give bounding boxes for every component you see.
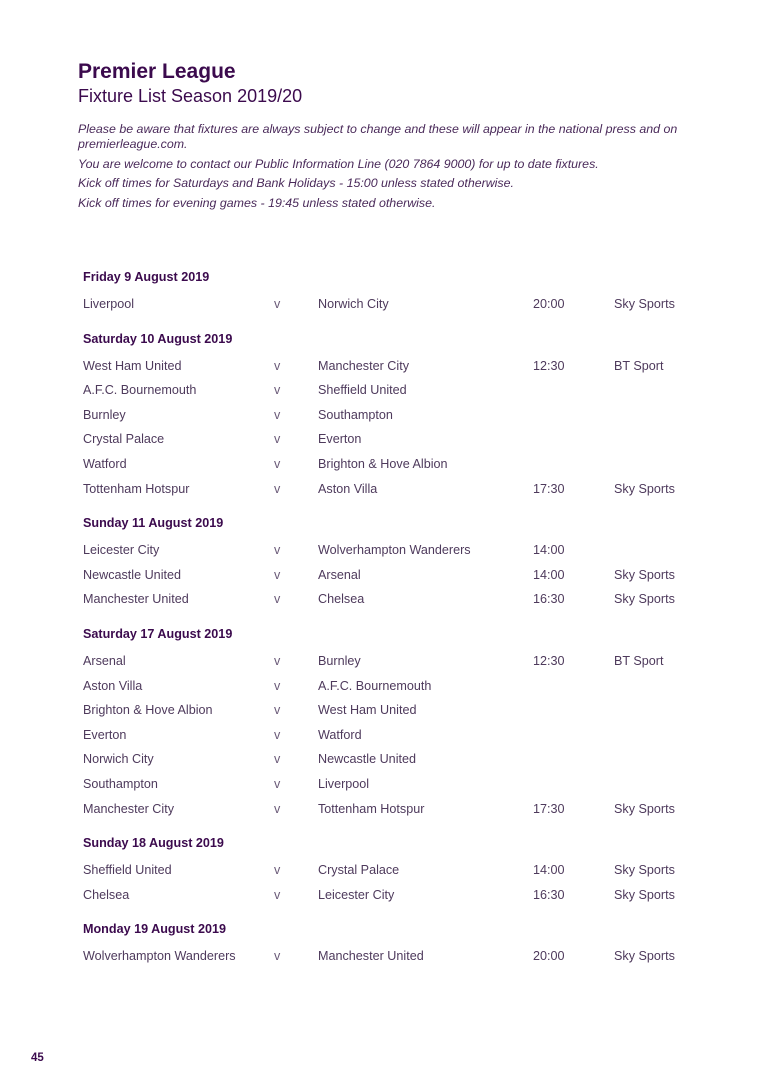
fixture-row xyxy=(83,649,703,674)
broadcaster: Sky Sports xyxy=(614,481,675,496)
fixture-row xyxy=(83,452,703,477)
kickoff-time: 12:30 xyxy=(533,653,565,668)
home-team: Watford xyxy=(83,456,127,471)
note-text: Kick off times for Saturdays and Bank Holidays - 15:00 unless stated otherwise. xyxy=(78,176,514,190)
versus-label: v xyxy=(274,432,281,447)
kickoff-time: 17:30 xyxy=(533,801,565,816)
fixture-list xyxy=(83,267,703,981)
away-team: Liverpool xyxy=(318,776,370,791)
fixture-row xyxy=(83,797,703,822)
broadcaster: Sky Sports xyxy=(614,592,675,607)
fixture-date-group xyxy=(83,267,703,317)
versus-label: v xyxy=(274,358,281,373)
broadcaster: Sky Sports xyxy=(614,801,675,816)
versus-label: v xyxy=(274,592,281,607)
fixture-row xyxy=(83,883,703,908)
versus-label: v xyxy=(274,653,281,668)
kickoff-time: 14:00 xyxy=(533,567,565,582)
fixture-row xyxy=(83,674,703,699)
kickoff-time: 20:00 xyxy=(533,949,565,964)
broadcaster: Sky Sports xyxy=(614,567,675,582)
versus-label: v xyxy=(274,481,281,496)
kickoff-time: 16:30 xyxy=(533,887,565,902)
fixture-row xyxy=(83,944,703,969)
fixture-date-group xyxy=(83,624,703,821)
fixture-row xyxy=(83,698,703,723)
home-team: Sheffield United xyxy=(83,863,172,878)
versus-label: v xyxy=(274,776,281,791)
fixture-date-heading: Friday 9 August 2019 xyxy=(83,270,210,284)
home-team: West Ham United xyxy=(83,358,182,373)
away-team: A.F.C. Bournemouth xyxy=(318,678,432,693)
fixture-row xyxy=(83,403,703,428)
home-team: Brighton & Hove Albion xyxy=(83,703,213,718)
broadcaster: Sky Sports xyxy=(614,887,675,902)
fixture-row xyxy=(83,477,703,502)
versus-label: v xyxy=(274,567,281,582)
home-team: Liverpool xyxy=(83,297,135,311)
kickoff-time: 16:30 xyxy=(533,592,565,607)
fixture-row xyxy=(83,378,703,403)
away-team: Manchester City xyxy=(318,358,409,373)
fixture-row xyxy=(83,538,703,563)
versus-label: v xyxy=(274,456,281,471)
page-number: 45 xyxy=(31,1052,44,1064)
fixture-date-group xyxy=(83,919,703,969)
kickoff-time: 14:00 xyxy=(533,863,565,878)
broadcaster: BT Sport xyxy=(614,653,664,668)
home-team: Crystal Palace xyxy=(83,432,165,447)
home-team: A.F.C. Bournemouth xyxy=(83,383,197,398)
versus-label: v xyxy=(274,949,281,964)
versus-label: v xyxy=(274,887,281,902)
home-team: Manchester City xyxy=(83,801,174,816)
away-team: Brighton & Hove Albion xyxy=(318,456,448,471)
away-team: West Ham United xyxy=(318,703,417,718)
away-team: Leicester City xyxy=(318,887,395,902)
away-team: Norwich City xyxy=(318,297,389,311)
fixture-row xyxy=(83,354,703,379)
home-team: Tottenham Hotspur xyxy=(83,481,190,496)
versus-label: v xyxy=(274,543,281,558)
home-team: Wolverhampton Wanderers xyxy=(83,949,236,964)
fixture-row xyxy=(83,292,703,317)
note-text: Kick off times for evening games - 19:45 unless stated otherwise. xyxy=(78,195,436,210)
versus-label: v xyxy=(274,703,281,718)
fixture-date-heading: Saturday 17 August 2019 xyxy=(83,626,233,641)
fixture-row xyxy=(83,772,703,797)
versus-label: v xyxy=(274,297,281,311)
broadcaster: Sky Sports xyxy=(614,863,675,878)
home-team: Manchester United xyxy=(83,592,189,607)
away-team: Watford xyxy=(318,727,362,742)
away-team: Burnley xyxy=(318,653,361,668)
fixture-date-heading: Saturday 10 August 2019 xyxy=(83,331,233,346)
versus-label: v xyxy=(274,727,281,742)
home-team: Leicester City xyxy=(83,543,160,558)
kickoff-time: 12:30 xyxy=(533,358,565,373)
kickoff-time: 20:00 xyxy=(533,297,565,311)
away-team: Southampton xyxy=(318,407,393,422)
fixture-date-group xyxy=(83,329,703,502)
versus-label: v xyxy=(274,383,281,398)
fixture-date-group xyxy=(83,513,703,612)
versus-label: v xyxy=(274,407,281,422)
fixture-date-heading: Sunday 11 August 2019 xyxy=(83,516,224,531)
away-team: Aston Villa xyxy=(318,481,378,496)
versus-label: v xyxy=(274,863,281,878)
home-team: Chelsea xyxy=(83,887,130,902)
away-team: Arsenal xyxy=(318,567,361,582)
fixture-row xyxy=(83,563,703,588)
home-team: Aston Villa xyxy=(83,678,143,693)
kickoff-time: 17:30 xyxy=(533,481,565,496)
fixture-row xyxy=(83,747,703,772)
home-team: Southampton xyxy=(83,776,158,791)
home-team: Everton xyxy=(83,727,127,742)
away-team: Wolverhampton Wanderers xyxy=(318,543,471,558)
note-text: Please be aware that fixtures are always subject to change and these will appear in the national press and on premierleague.com. xyxy=(78,122,678,151)
broadcaster: Sky Sports xyxy=(614,949,675,964)
home-team: Arsenal xyxy=(83,653,126,668)
versus-label: v xyxy=(274,752,281,767)
away-team: Manchester United xyxy=(318,949,424,964)
broadcaster: BT Sport xyxy=(614,358,664,373)
away-team: Crystal Palace xyxy=(318,863,400,878)
fixture-row xyxy=(83,723,703,748)
versus-label: v xyxy=(274,678,281,693)
home-team: Norwich City xyxy=(83,752,154,767)
away-team: Newcastle United xyxy=(318,752,416,767)
away-team: Chelsea xyxy=(318,592,365,607)
fixture-row xyxy=(83,858,703,883)
home-team: Newcastle United xyxy=(83,567,181,582)
kickoff-time: 14:00 xyxy=(533,543,565,558)
page-subtitle: Fixture List Season 2019/20 xyxy=(78,86,303,106)
fixture-row xyxy=(83,427,703,452)
notes-section xyxy=(78,122,698,215)
broadcaster: Sky Sports xyxy=(614,297,675,311)
away-team: Everton xyxy=(318,432,362,447)
away-team: Tottenham Hotspur xyxy=(318,801,425,816)
fixture-date-heading: Sunday 18 August 2019 xyxy=(83,836,224,851)
versus-label: v xyxy=(274,801,281,816)
page-title: Premier League xyxy=(78,60,236,83)
fixture-date-heading: Monday 19 August 2019 xyxy=(83,922,227,937)
note-text: You are welcome to contact our Public Information Line (020 7864 9000) for up to date fixtures. xyxy=(78,156,599,171)
home-team: Burnley xyxy=(83,407,126,422)
fixture-row xyxy=(83,587,703,612)
fixture-date-group xyxy=(83,833,703,907)
away-team: Sheffield United xyxy=(318,383,407,398)
